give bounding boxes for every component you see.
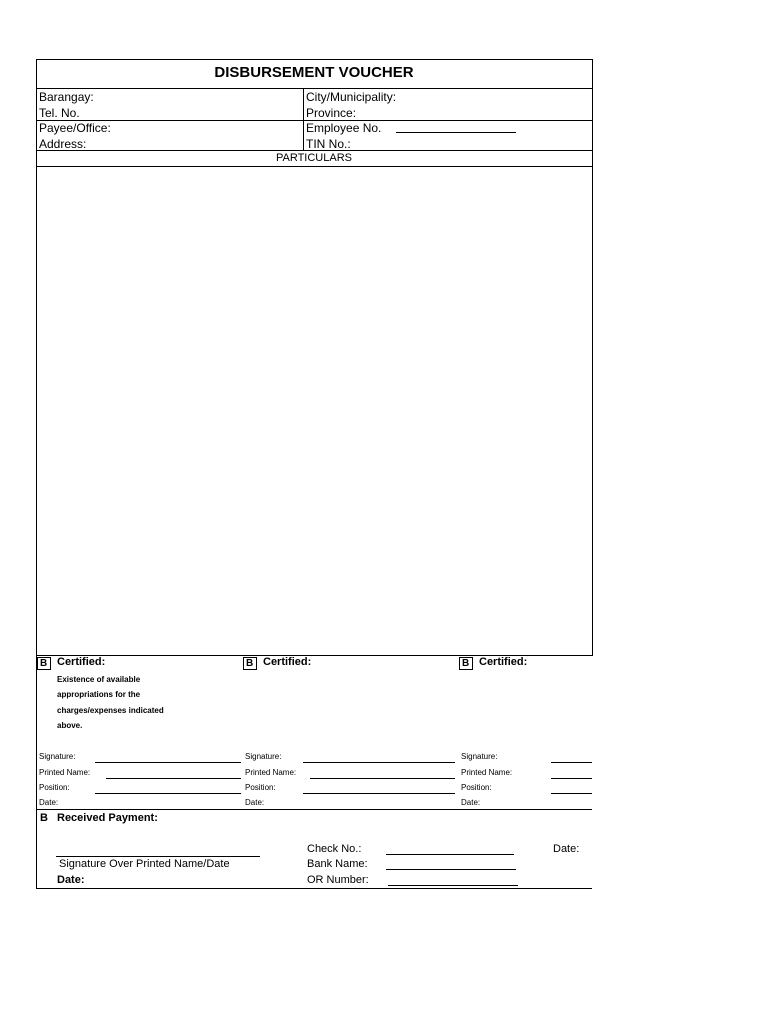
received-date-label: Date: xyxy=(57,874,85,886)
or-number-line[interactable] xyxy=(388,885,518,886)
city-label: City/Municipality: xyxy=(306,90,397,104)
cert2-checkbox[interactable]: B xyxy=(243,657,257,670)
cert1-label: Certified: xyxy=(57,656,106,668)
cert3-label: Certified: xyxy=(479,656,528,668)
particulars-top-divider xyxy=(36,150,592,151)
province-label: Province: xyxy=(306,106,357,120)
cert1-text-line: above. xyxy=(57,721,83,730)
or-number-label: OR Number: xyxy=(307,874,369,886)
cert2-signature-line[interactable] xyxy=(303,762,455,763)
cert3-printed-name-line[interactable] xyxy=(551,778,592,779)
cert1-signature-line[interactable] xyxy=(95,762,241,763)
cert1-text-line: Existence of available xyxy=(57,675,141,684)
cert1-printed-name-label: Printed Name: xyxy=(39,768,91,777)
form-title: DISBURSEMENT VOUCHER xyxy=(214,64,414,81)
cert1-position-label: Position: xyxy=(39,783,70,792)
employee-field-line[interactable] xyxy=(396,132,516,133)
cert1-text-line: appropriations for the xyxy=(57,690,141,699)
cert1-signature-label: Signature: xyxy=(39,752,76,761)
tin-label: TIN No.: xyxy=(306,137,351,151)
cert3-checkbox[interactable]: B xyxy=(459,657,473,670)
particulars-heading: PARTICULARS xyxy=(275,152,352,164)
cert2-date-label: Date: xyxy=(245,798,265,807)
payee-label: Payee/Office: xyxy=(39,121,111,135)
form-right-border xyxy=(592,59,593,656)
form-bottom-border xyxy=(36,888,592,889)
cert3-position-label: Position: xyxy=(461,783,492,792)
cert2-printed-name-label: Printed Name: xyxy=(245,768,297,777)
bank-name-label: Bank Name: xyxy=(307,858,368,870)
cert2-printed-name-line[interactable] xyxy=(310,778,455,779)
cert2-signature-label: Signature: xyxy=(245,752,282,761)
title-divider xyxy=(36,88,592,89)
cert2-position-label: Position: xyxy=(245,783,276,792)
cert2-label: Certified: xyxy=(263,656,312,668)
check-no-label: Check No.: xyxy=(307,843,362,855)
cert3-signature-line[interactable] xyxy=(551,762,592,763)
employee-label: Employee No. xyxy=(306,121,382,135)
cert1-checkbox[interactable]: B xyxy=(37,657,51,670)
barangay-label: Barangay: xyxy=(39,90,94,104)
received-date-right-label: Date: xyxy=(553,843,580,855)
cert2-position-line[interactable] xyxy=(303,793,455,794)
cert1-position-line[interactable] xyxy=(95,793,241,794)
certifications-bottom-divider xyxy=(36,809,592,810)
cert1-date-label: Date: xyxy=(39,798,59,807)
received-payment-label: Received Payment: xyxy=(57,812,158,824)
cert3-position-line[interactable] xyxy=(551,793,592,794)
particulars-area[interactable] xyxy=(37,167,591,655)
received-signature-label: Signature Over Printed Name/Date xyxy=(59,858,230,870)
header-column-divider xyxy=(303,88,304,150)
tel-label: Tel. No. xyxy=(39,106,80,120)
bank-name-line[interactable] xyxy=(386,869,516,870)
cert3-printed-name-label: Printed Name: xyxy=(461,768,513,777)
received-signature-line[interactable] xyxy=(56,856,260,857)
received-box-letter: B xyxy=(40,812,48,824)
cert3-date-label: Date: xyxy=(461,798,481,807)
cert1-printed-name-line[interactable] xyxy=(106,778,241,779)
form-top-border xyxy=(36,59,592,60)
cert3-signature-label: Signature: xyxy=(461,752,498,761)
check-no-line[interactable] xyxy=(386,854,514,855)
address-label: Address: xyxy=(39,137,87,151)
cert1-text-line: charges/expenses indicated xyxy=(57,706,164,715)
